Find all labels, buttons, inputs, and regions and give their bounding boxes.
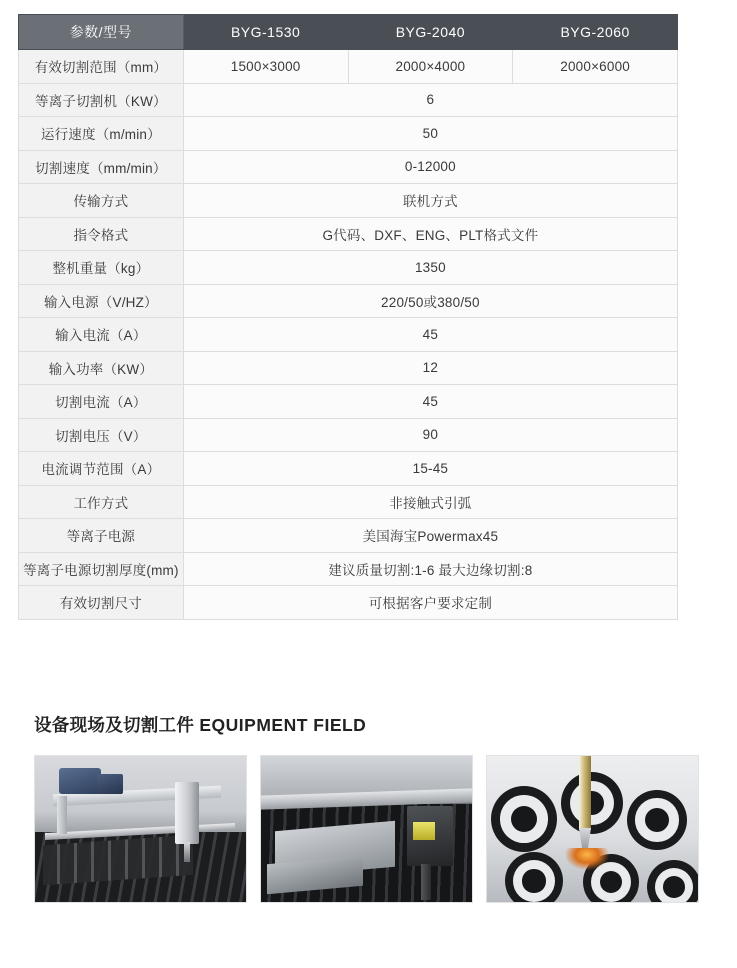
table-header-parameter: 参数/型号 [19, 15, 184, 50]
photo3-cut-disc [561, 772, 623, 834]
photo1-control-box [97, 774, 123, 794]
gallery-photo-row [34, 755, 699, 903]
table-row [19, 83, 678, 117]
row-value: 6 [183, 83, 677, 117]
table-row [19, 184, 678, 218]
table-row [19, 217, 678, 251]
photo3-cut-disc [627, 790, 687, 850]
table-row [19, 50, 678, 84]
photo3-plasma-spark [565, 848, 609, 870]
table-row [19, 452, 678, 486]
row-value: 45 [183, 385, 677, 419]
photo1-drive-motor [59, 768, 101, 794]
photo3-cut-disc [491, 786, 557, 852]
table-row [19, 385, 678, 419]
row-label: 运行速度（m/min） [19, 117, 184, 151]
photo3-cut-disc [647, 860, 699, 903]
row-value: 1350 [183, 251, 677, 285]
row-label: 整机重量（kg） [19, 251, 184, 285]
photo2-yellow-module [413, 822, 435, 840]
row-label: 电流调节范围（A） [19, 452, 184, 486]
photo3-torch-body [579, 756, 591, 830]
gallery-title-cn: 设备现场及切割工件 [34, 715, 195, 735]
specification-table [18, 14, 678, 620]
row-value: 220/50或380/50 [183, 284, 677, 318]
photo3-cut-disc [505, 852, 563, 903]
table-header-model-3: BYG-2060 [513, 15, 678, 50]
row-value: 15-45 [183, 452, 677, 486]
row-label: 等离子切割机（KW） [19, 83, 184, 117]
table-row [19, 485, 678, 519]
row-label: 切割电压（V） [19, 418, 184, 452]
row-value: 美国海宝Powermax45 [183, 519, 677, 553]
row-label: 等离子电源切割厚度(mm) [19, 552, 184, 586]
row-value: 0-12000 [183, 150, 677, 184]
table-row [19, 117, 678, 151]
table-header-model-2: BYG-2040 [348, 15, 513, 50]
row-value: G代码、DXF、ENG、PLT格式文件 [183, 217, 677, 251]
table-row [19, 318, 678, 352]
row-value: 90 [183, 418, 677, 452]
row-label: 切割电流（A） [19, 385, 184, 419]
row-label: 传输方式 [19, 184, 184, 218]
row-value: 12 [183, 351, 677, 385]
spec-table-container [18, 14, 678, 620]
row-value: 建议质量切割:1-6 最大边缘切割:8 [183, 552, 677, 586]
row-value: 1500×3000 [183, 50, 348, 84]
gallery-title-en: EQUIPMENT FIELD [199, 715, 367, 735]
table-row [19, 284, 678, 318]
row-value: 50 [183, 117, 677, 151]
row-label: 输入电源（V/HZ） [19, 284, 184, 318]
row-value: 联机方式 [183, 184, 677, 218]
gallery-section [34, 712, 699, 903]
row-label: 指令格式 [19, 217, 184, 251]
photo2-background [261, 756, 472, 794]
row-label: 输入功率（KW） [19, 351, 184, 385]
table-row [19, 519, 678, 553]
table-row [19, 351, 678, 385]
gallery-photo-2 [260, 755, 473, 903]
gallery-photo-3 [486, 755, 699, 903]
row-value: 2000×4000 [348, 50, 513, 84]
row-label: 切割速度（mm/min） [19, 150, 184, 184]
row-label: 输入电流（A） [19, 318, 184, 352]
row-label: 有效切割范围（mm） [19, 50, 184, 84]
photo1-torch-head [175, 782, 199, 844]
photo2-leg [421, 864, 431, 900]
row-value: 非接触式引弧 [183, 485, 677, 519]
photo1-torch-tip [184, 842, 190, 862]
row-value: 2000×6000 [513, 50, 678, 84]
table-header-model-1: BYG-1530 [183, 15, 348, 50]
row-label: 有效切割尺寸 [19, 586, 184, 620]
table-row [19, 586, 678, 620]
row-value: 45 [183, 318, 677, 352]
gallery-photo-1 [34, 755, 247, 903]
row-label: 等离子电源 [19, 519, 184, 553]
gallery-title [34, 712, 699, 737]
table-row [19, 552, 678, 586]
table-row [19, 150, 678, 184]
row-label: 工作方式 [19, 485, 184, 519]
row-value: 可根据客户要求定制 [183, 586, 677, 620]
photo1-column [57, 796, 67, 834]
table-row [19, 418, 678, 452]
table-row [19, 251, 678, 285]
table-header-row [19, 15, 678, 50]
